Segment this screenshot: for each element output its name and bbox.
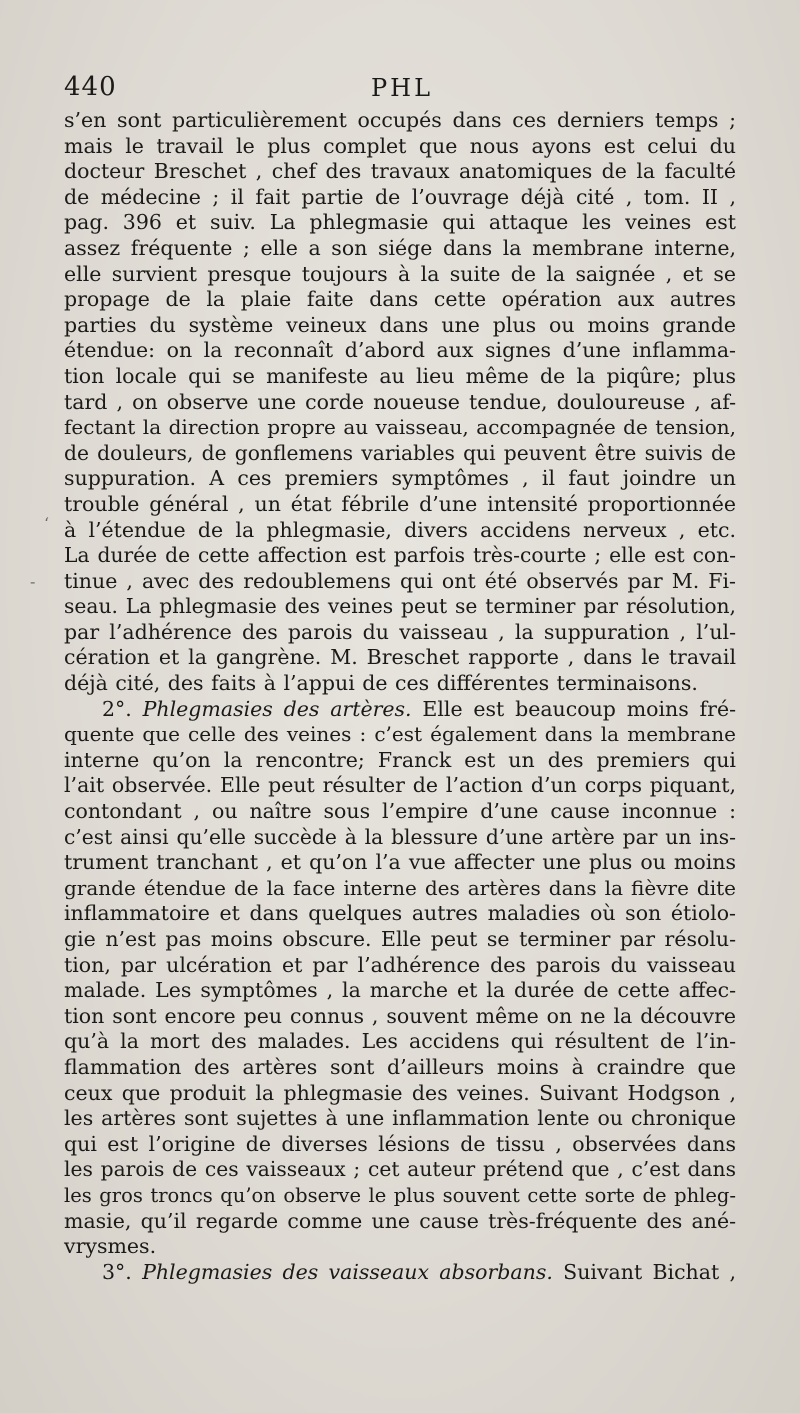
text-line: [64, 518, 736, 544]
text-line: [64, 108, 736, 134]
line-text: les artères sont sujettes à une inflammation lente ou chronique: [64, 1106, 736, 1131]
text-line: [64, 1209, 736, 1235]
text-line: [64, 134, 736, 160]
line-text: trouble général , un état fébrile d’une intensité proportionnée: [64, 491, 736, 516]
text-line: [64, 236, 736, 262]
line-text: seau. La phlegmasie des veines peut se terminer par résolution,: [64, 594, 736, 619]
line-text: tion locale qui se manifeste au lieu même de la piqûre; plus: [64, 363, 736, 388]
line-text: interne qu’on la rencontre; Franck est un des premiers qui: [64, 747, 736, 772]
line-text: assez fréquente ; elle a son siége dans la membrane interne,: [64, 235, 736, 260]
text-line: [64, 287, 736, 313]
line-text: tion sont encore peu connus , souvent même on ne la découvre: [64, 1003, 736, 1028]
line-text: Suivant Bichat ,: [552, 1259, 736, 1284]
text-line: [64, 466, 736, 492]
line-text: masie, qu’il regarde comme une cause très-fréquente des ané-: [64, 1208, 736, 1233]
text-line: [64, 722, 736, 748]
line-text: propage de la plaie faite dans cette opération aux autres: [64, 287, 736, 312]
text-line: [64, 390, 736, 416]
line-text: quente que celle des veines : c’est également dans la membrane: [64, 722, 736, 747]
margin-mark: -: [30, 572, 36, 591]
text-line: [64, 927, 736, 953]
line-text: déjà cité, des faits à l’appui de ces différentes terminaisons.: [64, 671, 698, 696]
text-line: [64, 1157, 736, 1183]
text-line: [64, 645, 736, 671]
text-line: [64, 1183, 736, 1209]
line-text: les gros troncs qu’on observe le plus souvent cette sorte de phleg-: [64, 1183, 736, 1207]
text-line: [64, 773, 736, 799]
page-header: [64, 72, 740, 106]
text-line: [64, 748, 736, 774]
text-line: [64, 492, 736, 518]
text-line: [64, 185, 736, 211]
line-text: les parois de ces vaisseaux ; cet auteur prétend que , c’est dans: [64, 1157, 736, 1182]
body-text: [64, 108, 736, 1285]
running-head: PHL: [370, 74, 433, 102]
line-text: contondant , ou naître sous l’empire d’une cause inconnue :: [64, 799, 736, 824]
text-line: [64, 1132, 736, 1158]
line-text: s’en sont particulièrement occupés dans ces derniers temps ;: [64, 108, 736, 132]
text-line: [64, 262, 736, 288]
line-text: l’ait observée. Elle peut résulter de l’action d’un corps piquant,: [64, 773, 736, 798]
line-text: par l’adhérence des parois du vaisseau , la suppuration , l’ul-: [64, 619, 736, 644]
line-text: La durée de cette affection est parfois très-courte ; elle est con-: [64, 543, 736, 568]
line-text: à l’étendue de la phlegmasie, divers accidens nerveux , etc.: [64, 517, 736, 542]
text-line: [64, 850, 736, 876]
text-line: [64, 364, 736, 390]
line-text: grande étendue de la face interne des artères dans la fièvre dite: [64, 875, 736, 900]
text-line: [64, 594, 736, 620]
text-line: [64, 159, 736, 185]
section-heading: Phlegmasies des vaisseaux absorbans.: [142, 1259, 553, 1284]
line-text: trument tranchant , et qu’on l’a vue affecter une plus ou moins: [64, 850, 736, 875]
line-text: elle survient presque toujours à la suite de la saignée , et se: [64, 261, 736, 286]
page-number: 440: [64, 72, 117, 102]
text-line: [64, 415, 736, 441]
text-line: [64, 1234, 736, 1260]
text-line: [64, 1106, 736, 1132]
line-text: de douleurs, de gonflemens variables qui peuvent être suivis de: [64, 440, 736, 465]
text-line: [64, 338, 736, 364]
line-text: fectant la direction propre au vaisseau, accompagnée de tension,: [64, 415, 736, 440]
line-text: qu’à la mort des malades. Les accidens qui résultent de l’in-: [64, 1029, 736, 1054]
line-text: de médecine ; il fait partie de l’ouvrage déjà cité , tom. II ,: [64, 184, 736, 209]
text-line: [64, 1004, 736, 1030]
line-text: gie n’est pas moins obscure. Elle peut se terminer par résolu-: [64, 927, 736, 951]
line-text: ceux que produit la phlegmasie des veines. Suivant Hodgson ,: [64, 1080, 736, 1105]
line-text: vrysmes.: [64, 1234, 157, 1259]
text-line: [64, 569, 736, 595]
line-text: cération et la gangrène. M. Breschet rapporte , dans le travail: [64, 645, 736, 670]
line-text: docteur Breschet , chef des travaux anatomiques de la faculté: [64, 159, 736, 184]
text-line: [64, 901, 736, 927]
section-number: 3°.: [102, 1259, 143, 1284]
line-text: tard , on observe une corde noueuse tendue, douloureuse , af-: [64, 389, 736, 414]
text-line: [64, 1260, 736, 1286]
margin-mark: ‘: [44, 514, 50, 533]
text-line: [64, 620, 736, 646]
text-line: [64, 825, 736, 851]
text-line: [64, 1081, 736, 1107]
line-text: tion, par ulcération et par l’adhérence des parois du vaisseau: [64, 952, 736, 977]
text-line: [64, 978, 736, 1004]
line-text: mais le travail le plus complet que nous ayons est celui du: [64, 133, 736, 158]
text-line: [64, 543, 736, 569]
line-text: tinue , avec des redoublemens qui ont été observés par M. Fi-: [64, 568, 736, 593]
text-line: [64, 1055, 736, 1081]
text-line: [64, 441, 736, 467]
text-line: [64, 953, 736, 979]
text-line: [64, 876, 736, 902]
section-number: 2°.: [102, 696, 143, 721]
line-text: Elle est beaucoup moins fré-: [411, 696, 737, 721]
text-line: [64, 671, 736, 697]
section-heading: Phlegmasies des artères.: [142, 696, 412, 721]
line-text: malade. Les symptômes , la marche et la durée de cette affec-: [64, 978, 736, 1003]
line-text: suppuration. A ces premiers symptômes , il faut joindre un: [64, 466, 736, 491]
line-text: flammation des artères sont d’ailleurs moins à craindre que: [64, 1054, 736, 1079]
text-line: [64, 313, 736, 339]
text-line: [64, 799, 736, 825]
line-text: pag. 396 et suiv. La phlegmasie qui attaque les veines est: [64, 210, 736, 235]
text-line: [64, 210, 736, 236]
text-line: [64, 1029, 736, 1055]
line-text: c’est ainsi qu’elle succède à la blessure d’une artère par un ins-: [64, 824, 736, 849]
line-text: parties du système veineux dans une plus ou moins grande: [64, 312, 736, 337]
text-line: [64, 697, 736, 723]
line-text: qui est l’origine de diverses lésions de tissu , observées dans: [64, 1131, 736, 1156]
line-text: inflammatoire et dans quelques autres maladies où son étiolo-: [64, 901, 736, 926]
line-text: étendue: on la reconnaît d’abord aux signes d’une inflamma-: [64, 338, 736, 363]
